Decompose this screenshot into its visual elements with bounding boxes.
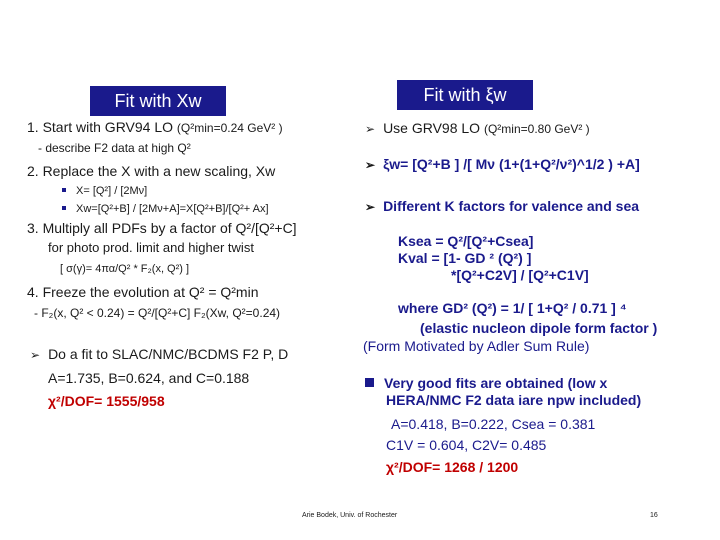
page-number: 16: [650, 512, 658, 519]
xw-definition: Xw=[Q²+B] / [2Mν+A]=X[Q²+B]/[Q²+ Ax]: [76, 203, 269, 215]
chi2-right: χ²/DOF= 1268 / 1200: [386, 459, 519, 475]
arrow-icon: ➢: [365, 122, 376, 136]
step-2: 2. Replace the X with a new scaling, Xw: [27, 163, 276, 179]
adler-note: (Form Motivated by Adler Sum Rule): [363, 338, 590, 354]
bullet-icon: [62, 188, 66, 192]
bullet-xw-def: [62, 203, 269, 215]
step-1: [27, 119, 283, 135]
fit-description: Do a fit to SLAC/NMC/BCDMS F2 P, D: [48, 346, 289, 362]
x-definition: X= [Q²] / [2Mν]: [76, 185, 148, 197]
fit-line-3: χ²/DOF= 1555/958: [48, 393, 165, 409]
good-fits-text: Very good fits are obtained (low x: [384, 375, 608, 391]
step-1-main: 1. Start with GRV94 LO: [27, 119, 174, 135]
r-line-2: [365, 156, 640, 172]
arrow-icon: ➢: [365, 158, 376, 172]
k-factors: Different K factors for valence and sea: [383, 198, 640, 214]
use-grv98: Use GRV98 LO: [383, 120, 481, 136]
step-3: 3. Multiply all PDFs by a factor of Q²/[Q²+C]: [27, 220, 297, 236]
arrow-icon: ➢: [30, 348, 41, 362]
square-bullet-icon: [365, 378, 374, 387]
params-2: C1V = 0.604, C2V= 0.485: [386, 437, 547, 453]
fit-line-2: A=1.735, B=0.624, and C=0.188: [48, 370, 250, 386]
right-header: Fit with ξw: [397, 80, 533, 110]
footer-author: Arie Bodek, Univ. of Rochester: [302, 512, 398, 519]
step-4: 4. Freeze the evolution at Q² = Q²min: [27, 284, 259, 300]
bullet-x-def: [62, 185, 147, 197]
bullet-icon: [62, 206, 66, 210]
r-line-1: [365, 120, 590, 136]
k-val-2: *[Q²+C2V] / [Q²+C1V]: [451, 267, 589, 283]
params-1: A=0.418, B=0.222, Csea = 0.381: [391, 416, 596, 432]
step-1-qmin: (Q²min=0.24 GeV² ): [176, 121, 283, 135]
k-sea: Ksea = Q²/[Q²+Csea]: [398, 233, 534, 249]
k-val: Kval = [1- GD ² (Q²) ]: [398, 250, 532, 266]
left-header: Fit with Xw: [90, 86, 226, 116]
dipole-note: (elastic nucleon dipole form factor ): [420, 320, 658, 336]
arrow-icon: ➢: [365, 200, 376, 214]
r-qmin: (Q²min=0.80 GeV² ): [483, 122, 590, 136]
where-gd: where GD² (Q²) = 1/ [ 1+Q² / 0.71 ] ⁴: [398, 300, 627, 316]
xi-w-definition: ξw= [Q²+B ] /[ Mν (1+(1+Q²/ν²)^1/2 ) +A]: [383, 156, 640, 172]
step-1-sub: - describe F2 data at high Q²: [38, 141, 191, 155]
good-fits-1: [365, 375, 607, 391]
step-3-line2: for photo prod. limit and higher twist: [48, 240, 254, 255]
step-4-line2: - F₂(x, Q² < 0.24) = Q²/[Q²+C] F₂(Xw, Q²=0.24): [34, 306, 281, 320]
fit-line-1: [30, 346, 288, 362]
step-3-line3: [ σ(γ)= 4πα/Q² * F₂(x, Q²) ]: [60, 263, 190, 275]
good-fits-2: HERA/NMC F2 data iare npw included): [386, 392, 642, 408]
r-line-3: [365, 198, 639, 214]
